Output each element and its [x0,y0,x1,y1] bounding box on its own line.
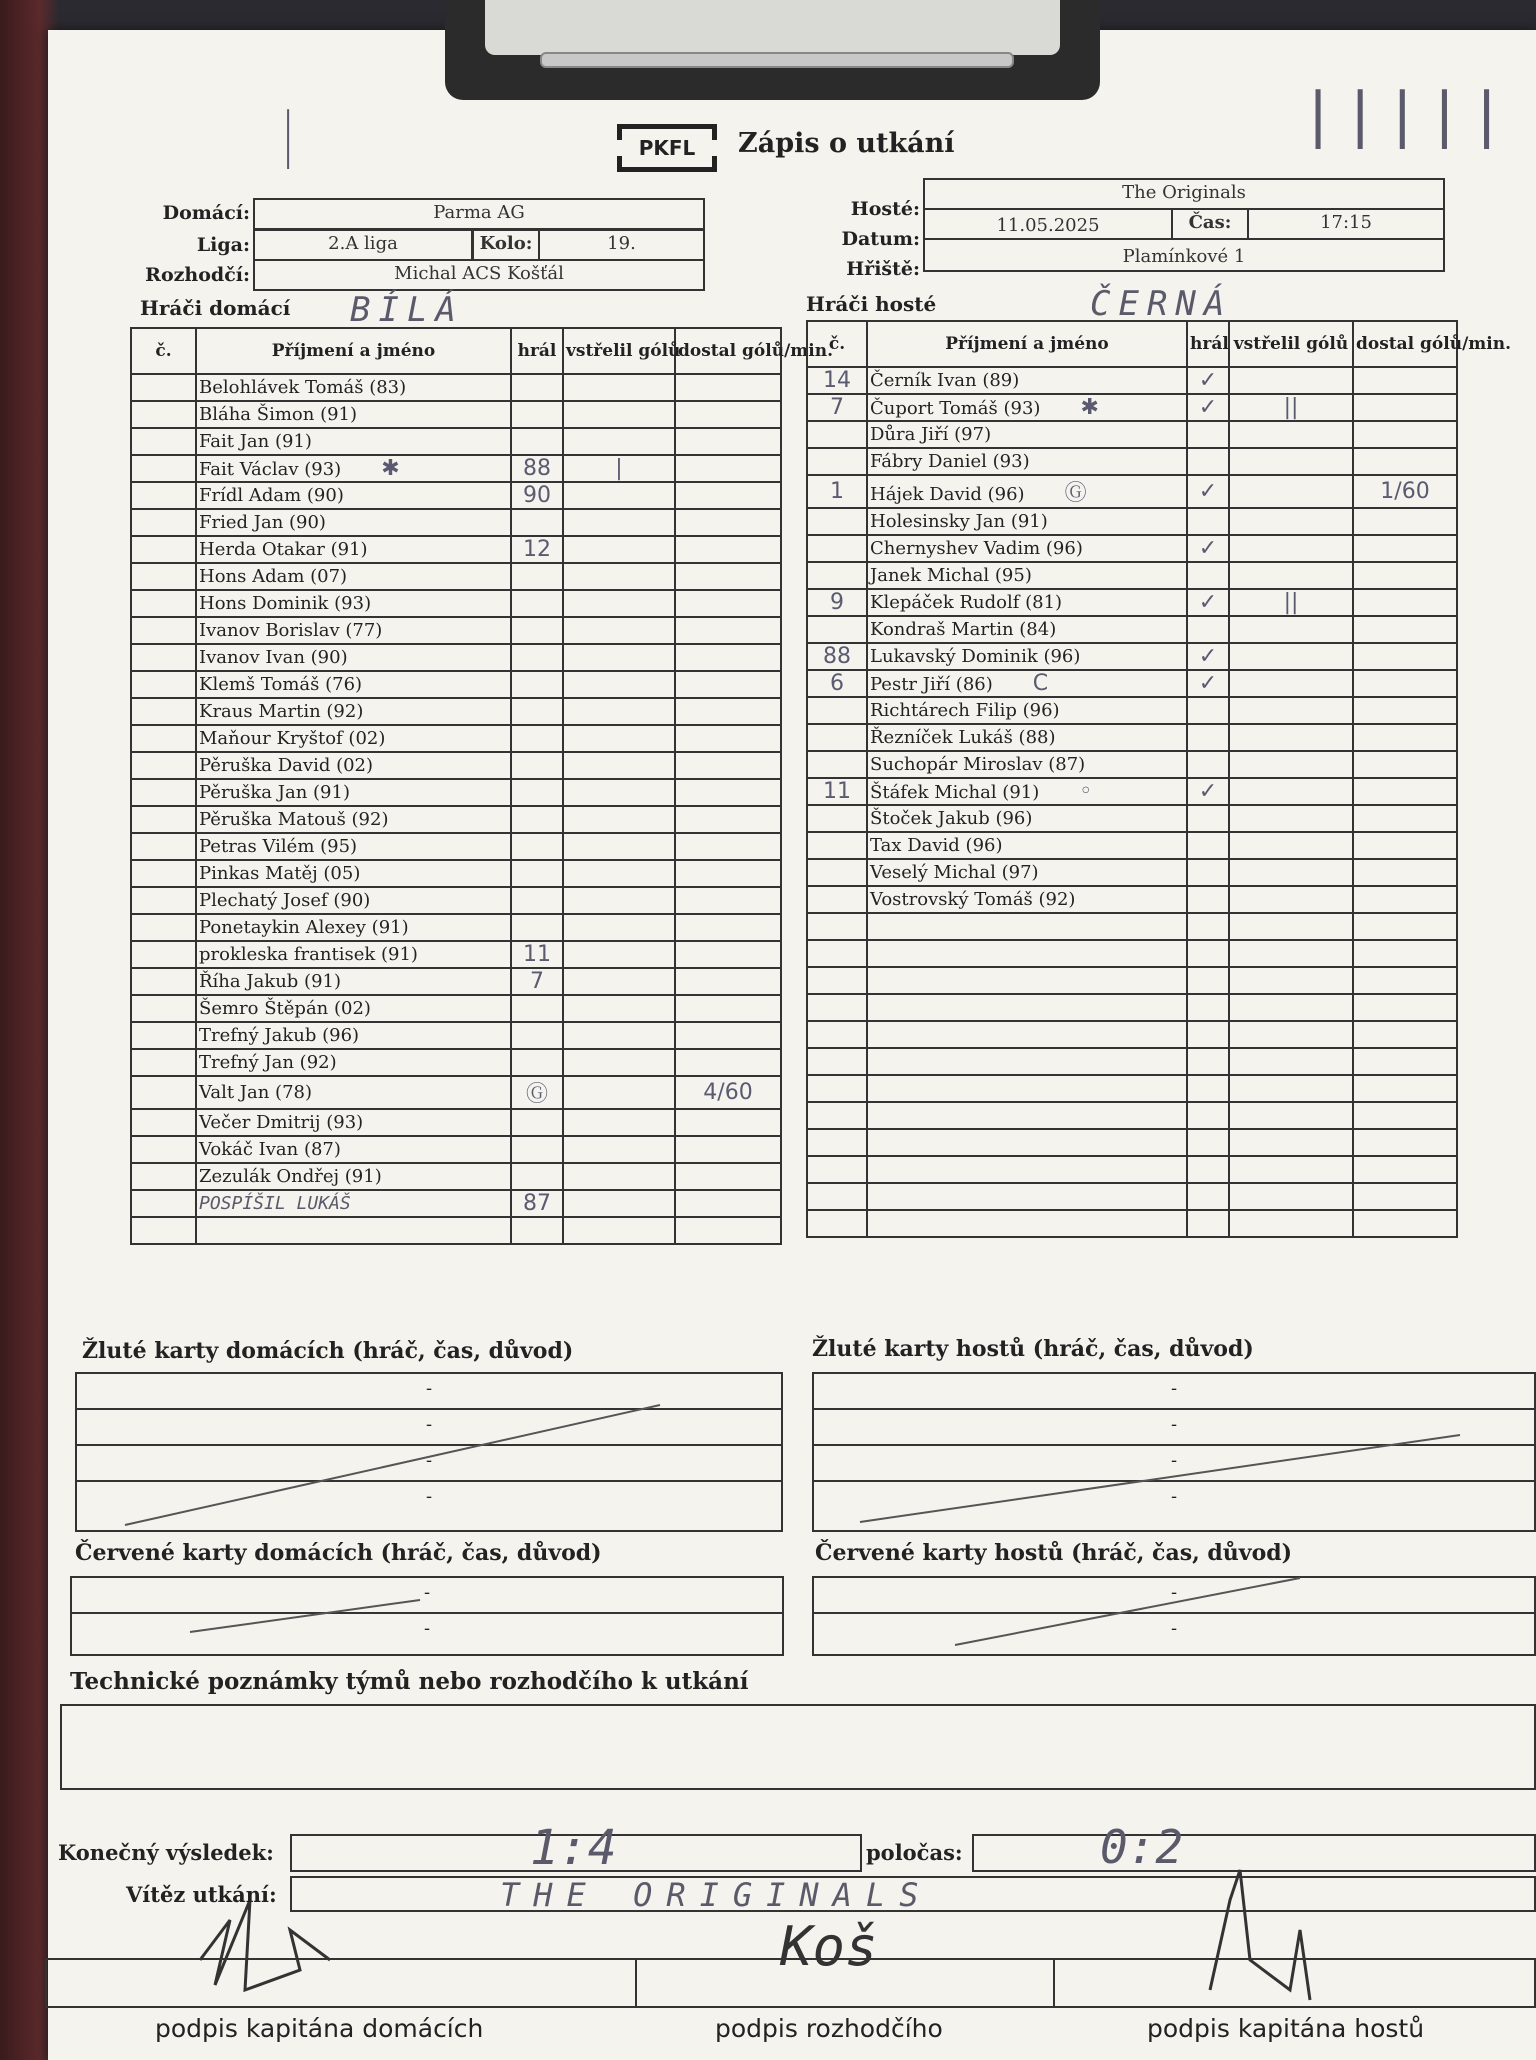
col-conceded: dostal gólů/min. [1353,321,1457,367]
player-name-text: Tax David (96) [870,835,1003,856]
guest-team-field[interactable]: The Originals [923,178,1445,210]
player-name-text: Fait Jan (91) [199,431,312,452]
player-name-text: Bláha Šimon (91) [199,404,358,425]
col-number: č. [807,321,867,367]
player-name-text: Hons Adam (07) [199,566,348,587]
player-name-text: Večer Dmitrij (93) [199,1112,364,1133]
player-name-text: Důra Jiří (97) [870,424,992,445]
player-name-text: Šemro Štěpán (02) [199,998,371,1019]
final-score: 1:4 [530,1820,617,1876]
player-name-text: Pinkas Matěj (05) [199,863,361,884]
player-goals-text: || [1283,590,1299,615]
notes-box[interactable] [60,1704,1536,1790]
player-played-text: ✓ [1198,395,1218,420]
player-number-text: 1 [830,479,844,504]
player-played-text: ✓ [1198,644,1218,669]
player-name-text: Ivanov Ivan (90) [199,647,348,668]
card-row: - [1170,1486,1178,1507]
player-name-text: Pestr Jiří (86) [870,674,993,695]
player-name-text: Řezníček Lukáš (88) [870,727,1056,748]
player-number-text: 14 [823,368,851,393]
card-row: - [814,1578,1534,1614]
pitch-field[interactable]: Plamínkové 1 [923,238,1445,272]
col-played: hrál [511,328,563,374]
card-row: - [77,1374,781,1410]
player-name-text: Zezulák Ondřej (91) [199,1166,382,1187]
player-name-text: Herda Otakar (91) [199,539,368,560]
player-name-text: Chernyshev Vadim (96) [870,538,1083,559]
card-row: - [425,1486,433,1507]
player-name-text: Klemš Tomáš (76) [199,674,363,695]
time-label: Čas: [1171,208,1249,240]
col-goals: vstřelil gólů [1229,321,1353,367]
home-team-field[interactable]: Parma AG [253,198,705,230]
player-name-text: Vostrovský Tomáš (92) [870,889,1076,910]
league-field[interactable]: 2.A liga [253,229,473,261]
player-played-text: ✓ [1198,671,1218,696]
home-jersey-color: BÍLÁ [350,290,464,330]
col-goals: vstřelil gólů [563,328,675,374]
player-name-text: Lukavský Dominik (96) [870,646,1081,667]
player-name-text: Kraus Martin (92) [199,701,364,722]
player-name-text: Štoček Jakub (96) [870,808,1033,829]
guest-jersey-color: ČERNÁ [1090,284,1233,324]
player-name-text: Suchopár Miroslav (87) [870,754,1086,775]
guest-captain-sign-box[interactable] [1053,1958,1536,2008]
referee-field[interactable]: Michal ACS Košťál [253,259,705,291]
home-red-title: Červené karty domácích (hráč, čas, důvod) [75,1540,602,1566]
player-conceded-text: 1/60 [1380,479,1430,504]
card-row: - [72,1578,782,1614]
player-name-text: Plechatý Josef (90) [199,890,371,911]
player-goals-text: || [1283,395,1299,420]
player-name-text: Fried Jan (90) [199,512,326,533]
player-name-text: Fait Václav (93) [199,459,342,480]
player-mark: ✱ [381,456,400,481]
player-name-text: Ponetaykin Alexey (91) [199,917,409,938]
player-name-text: Pěruška Jan (91) [199,782,350,803]
notes-title: Technické poznámky týmů nebo rozhodčího k utkání [70,1668,749,1695]
player-name-text: Petras Vilém (95) [199,836,358,857]
card-row: - [814,1374,1534,1410]
player-played-text: 87 [523,1191,551,1216]
player-name-text: Pěruška David (02) [199,755,374,776]
home-yellow-title: Žluté karty domácích (hráč, čas, důvod) [82,1338,574,1364]
player-played-text: ✓ [1198,479,1218,504]
halftime-field[interactable] [972,1834,1536,1872]
player-name-text: Štáfek Michal (91) [870,782,1040,803]
guest-yellow-strike [860,1435,1460,1522]
player-number-text: 6 [830,671,844,696]
player-played-text: 90 [523,483,551,508]
player-name-text: Trefný Jan (92) [199,1052,337,1073]
date-label: Datum: [841,228,920,250]
guest-label: Hosté: [850,198,920,220]
winner-name: THE ORIGINALS [500,1876,933,1914]
guest-red-title: Červené karty hostů (hráč, čas, důvod) [815,1540,1293,1566]
player-played-text: 11 [523,942,551,967]
tally-marks: ||||| [1300,80,1511,150]
player-conceded-text: 4/60 [703,1080,753,1105]
player-name-text: Janek Michal (95) [870,565,1032,586]
player-mark: C [1032,671,1049,696]
player-name-text: Ivanov Borislav (77) [199,620,383,641]
col-conceded: dostal gólů/min. [675,328,781,374]
player-number-text: 7 [830,395,844,420]
card-row: - [1170,1618,1178,1639]
col-name: Příjmení a jméno [867,321,1187,367]
card-row: - [77,1446,781,1482]
home-players-title: Hráči domácí [140,296,291,320]
player-number-text: 11 [823,779,851,804]
halftime-label: poločas: [866,1840,963,1865]
player-name-text: Holesinsky Jan (91) [870,511,1048,532]
home-yellow-strike [125,1405,660,1525]
winner-label: Vítěz utkání: [126,1882,277,1907]
player-name-text: Hájek David (96) [870,484,1025,505]
player-name-text: Klepáček Rudolf (81) [870,592,1063,613]
player-played-text: 12 [523,537,551,562]
date-field[interactable]: 11.05.2025 [923,208,1173,240]
referee-label: Rozhodčí: [145,264,250,286]
player-played-text: ✓ [1198,779,1218,804]
pkfl-logo: PKFL [617,124,717,172]
player-name-text: Fábry Daniel (93) [870,451,1030,472]
player-name-text: Pěruška Matouš (92) [199,809,389,830]
home-label: Domácí: [162,202,250,224]
player-mark: ◦ [1079,779,1093,804]
page-title: Zápis o utkání [738,128,955,159]
round-label: Kolo: [472,229,540,261]
player-name-text: Trefný Jakub (96) [199,1025,360,1046]
referee-sign-label: podpis rozhodčího [715,2014,943,2043]
player-mark: Ⓖ [1064,481,1087,506]
player-name-text: prokleska frantisek (91) [199,944,418,965]
league-label: Liga: [196,234,250,256]
guest-captain-sign-label: podpis kapitána hostů [1147,2014,1425,2043]
player-name-text: Belohlávek Tomáš (83) [199,377,407,398]
player-name-text: Frídl Adam (90) [199,485,344,506]
player-name-text: Maňour Kryštof (02) [199,728,386,749]
home-captain-sign-label: podpis kapitána domácích [155,2014,484,2043]
player-name-text: Říha Jakub (91) [199,971,341,992]
referee-signature: Koš [780,1915,878,1978]
guest-red-strike [955,1578,1300,1645]
player-mark: ✱ [1080,395,1099,420]
col-number: č. [131,328,196,374]
col-played: hrál [1187,321,1229,367]
player-number-text: 88 [823,644,851,669]
card-row: - [77,1410,781,1446]
player-name-text: Veselý Michal (97) [870,862,1039,883]
player-name-text: Černík Ivan (89) [870,370,1020,391]
player-name-text: Čuport Tomáš (93) [870,398,1041,419]
player-number-text: 9 [830,590,844,615]
home-captain-sign-box[interactable] [45,1958,637,2008]
final-result-label: Konečný výsledek: [58,1840,274,1865]
home-red-strike [190,1600,420,1632]
time-field[interactable]: 17:15 [1247,208,1445,240]
player-name-text: Hons Dominik (93) [199,593,372,614]
player-name-text: POSPÍŠIL LUKÁŠ [199,1193,351,1214]
corner-mark: | [280,100,296,170]
player-name-text: Richtárech Filip (96) [870,700,1060,721]
round-field[interactable]: 19. [538,229,705,261]
card-row: - [423,1618,431,1639]
player-played-text: ✓ [1198,536,1218,561]
player-played-text: ✓ [1198,368,1218,393]
player-played-text: ✓ [1198,590,1218,615]
player-name-text: Kondraš Martin (84) [870,619,1057,640]
player-played-text: Ⓖ [525,1082,548,1107]
player-goals-text: | [615,456,623,481]
col-name: Příjmení a jméno [196,328,511,374]
player-name-text: Valt Jan (78) [199,1082,313,1103]
player-played-text: 88 [523,456,551,481]
halftime-score: 0:2 [1100,1820,1184,1874]
player-played-text: 7 [530,969,544,994]
guest-yellow-title: Žluté karty hostů (hráč, čas, důvod) [812,1336,1254,1362]
guest-players-title: Hráči hosté [806,292,937,316]
card-row: - [814,1410,1534,1446]
card-row: - [814,1446,1534,1482]
player-name-text: Vokáč Ivan (87) [199,1139,341,1160]
pitch-label: Hřiště: [846,258,920,280]
